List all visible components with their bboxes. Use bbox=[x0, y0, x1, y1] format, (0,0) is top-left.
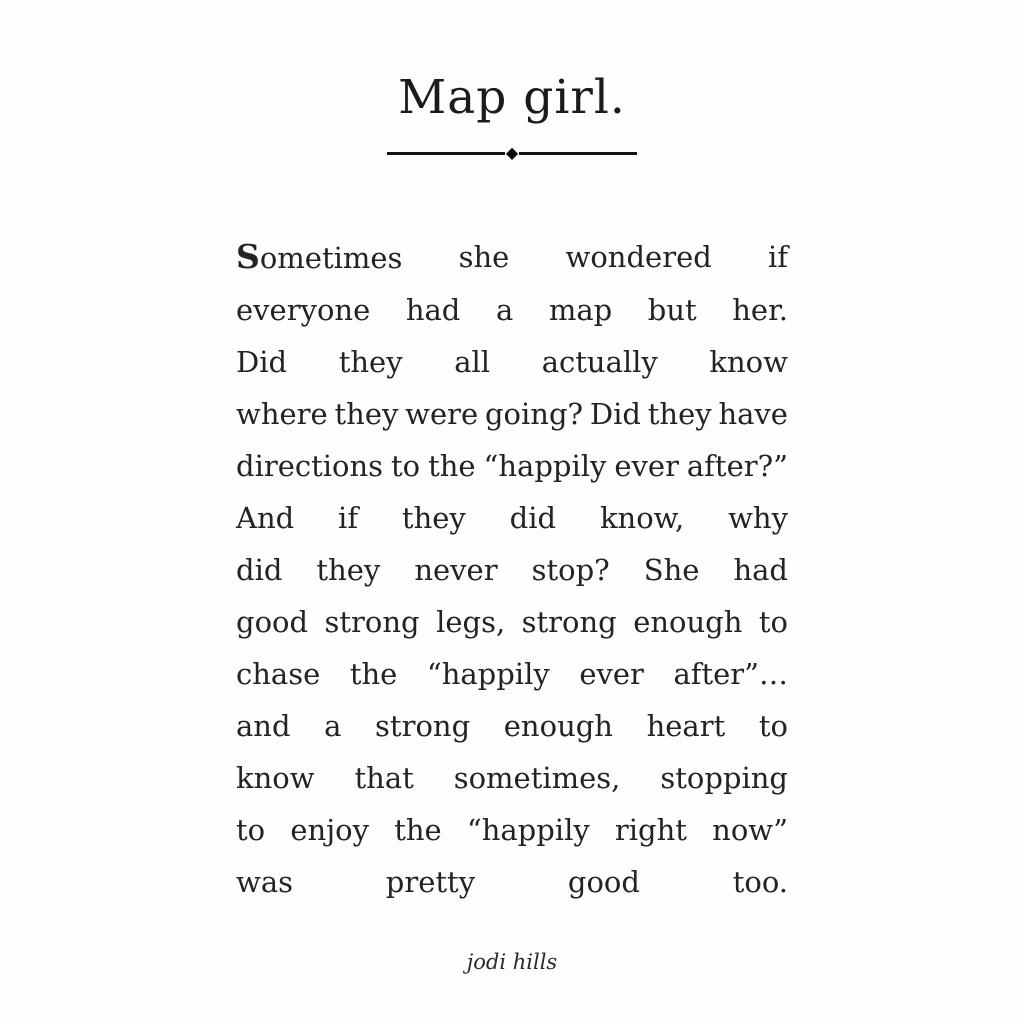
quote-word: to bbox=[391, 449, 421, 483]
quote-word: did bbox=[509, 501, 557, 535]
quote-word: actually bbox=[541, 345, 658, 379]
title-divider bbox=[387, 145, 637, 161]
quote-word: Sometimes bbox=[236, 237, 403, 276]
quote-word: a bbox=[324, 709, 342, 743]
quote-word: She bbox=[643, 553, 700, 587]
quote-word: they bbox=[647, 397, 712, 431]
quote-line bbox=[236, 492, 788, 544]
quote-word: ever bbox=[614, 449, 679, 483]
quote-line bbox=[236, 336, 788, 388]
quote-word: after?” bbox=[686, 449, 788, 483]
author-signature: jodi hills bbox=[466, 950, 558, 974]
quote-word: enough bbox=[503, 709, 613, 743]
quote-word: they bbox=[334, 397, 399, 431]
quote-word: know bbox=[709, 345, 788, 379]
quote-line bbox=[236, 544, 788, 596]
quote-word: sometimes, bbox=[453, 761, 621, 795]
quote-word: the bbox=[394, 813, 442, 847]
quote-word: pretty bbox=[385, 865, 476, 899]
quote-word: strong bbox=[324, 605, 420, 639]
quote-line bbox=[236, 648, 788, 700]
quote-word: heart bbox=[646, 709, 726, 743]
lead-letter: S bbox=[236, 237, 260, 276]
quote-word: now” bbox=[712, 813, 788, 847]
quote-word: right bbox=[614, 813, 687, 847]
quote-word: her. bbox=[732, 293, 788, 327]
quote-word: where bbox=[236, 397, 328, 431]
quote-word: good bbox=[567, 865, 640, 899]
quote-word: if bbox=[338, 501, 359, 535]
quote-word: strong bbox=[521, 605, 617, 639]
quote-word: “happily bbox=[466, 813, 590, 847]
quote-word: “happily bbox=[426, 657, 550, 691]
quote-word: everyone bbox=[236, 293, 371, 327]
quote-word: stopping bbox=[660, 761, 788, 795]
quote-word: strong bbox=[375, 709, 471, 743]
quote-line bbox=[236, 700, 788, 752]
quote-word: know, bbox=[599, 501, 685, 535]
quote-line bbox=[236, 752, 788, 804]
quote-word: have bbox=[718, 397, 788, 431]
quote-word: was bbox=[236, 865, 293, 899]
quote-word: enough bbox=[633, 605, 743, 639]
quote-word: And bbox=[236, 501, 295, 535]
quote-word: they bbox=[316, 553, 381, 587]
quote-line bbox=[236, 388, 788, 440]
quote-line bbox=[236, 231, 788, 284]
diamond-icon: ◆ bbox=[505, 143, 519, 162]
quote-line bbox=[236, 284, 788, 336]
quote-word: map bbox=[548, 293, 613, 327]
quote-word: were bbox=[405, 397, 479, 431]
quote-word: never bbox=[414, 553, 498, 587]
quote-word: that bbox=[354, 761, 414, 795]
quote-word: did bbox=[236, 553, 283, 587]
quote-word: wondered bbox=[565, 240, 712, 274]
quote-word: to bbox=[758, 605, 788, 639]
quote-word: Did bbox=[589, 397, 641, 431]
quote-word: going? bbox=[484, 397, 584, 431]
quote-word: if bbox=[767, 240, 788, 274]
quote-word: a bbox=[495, 293, 514, 327]
quote-word: Did bbox=[236, 345, 288, 379]
quote-word: directions bbox=[236, 449, 384, 483]
quote-word: had bbox=[733, 553, 788, 587]
quote-word: good bbox=[236, 605, 309, 639]
quote-word: to bbox=[236, 813, 266, 847]
quote-word: the bbox=[428, 449, 476, 483]
quote-line bbox=[236, 856, 788, 908]
quote-word: legs, bbox=[436, 605, 506, 639]
quote-word: “happily bbox=[483, 449, 607, 483]
quote-line bbox=[236, 440, 788, 492]
quote-text bbox=[236, 231, 788, 908]
quote-word: had bbox=[405, 293, 461, 327]
quote-word: and bbox=[236, 709, 291, 743]
quote-word: enjoy bbox=[290, 813, 369, 847]
divider-line-left bbox=[387, 152, 505, 155]
quote-word: stop? bbox=[531, 553, 610, 587]
quote-word: why bbox=[728, 501, 788, 535]
quote-word: all bbox=[454, 345, 491, 379]
quote-word: they bbox=[401, 501, 466, 535]
quote-word: but bbox=[647, 293, 697, 327]
quote-word: know bbox=[236, 761, 315, 795]
quote-word: after”… bbox=[673, 657, 788, 691]
quote-word: the bbox=[349, 657, 398, 691]
quote-word: chase bbox=[236, 657, 321, 691]
quote-line bbox=[236, 596, 788, 648]
quote-word: they bbox=[338, 345, 403, 379]
page-title: Map girl. bbox=[398, 70, 626, 125]
quote-line bbox=[236, 804, 788, 856]
quote-word: ever bbox=[579, 657, 644, 691]
divider-line-right bbox=[519, 152, 637, 155]
quote-word: she bbox=[458, 240, 510, 274]
quote-word: to bbox=[758, 709, 788, 743]
quote-word: too. bbox=[732, 865, 788, 899]
